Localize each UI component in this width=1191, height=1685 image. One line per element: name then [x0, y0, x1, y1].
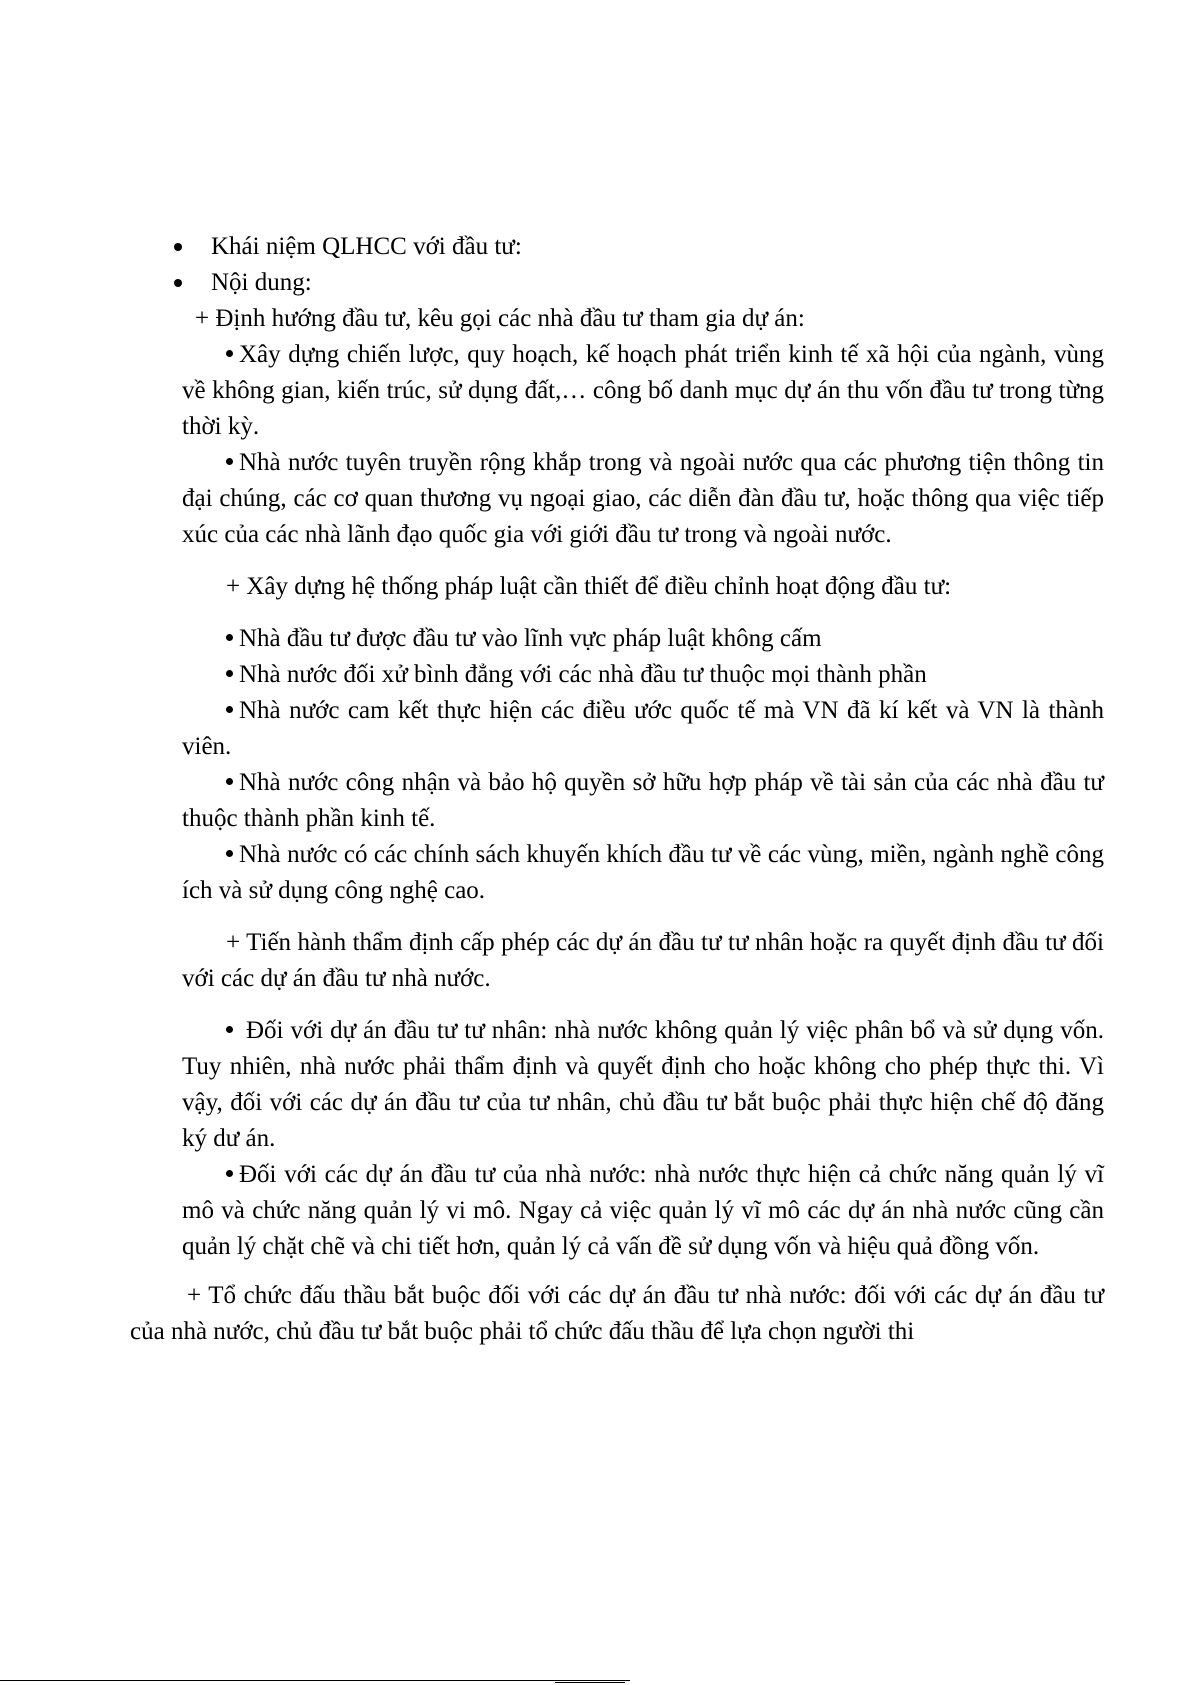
bullet-text: Khái niệm QLHCC với đầu tư:	[211, 233, 522, 260]
spacer	[138, 553, 1104, 569]
section2-item: Nhà nước công nhận và bảo hộ quyền sở hữu hợp pháp về tài sản của các nhà đầu tư thuộc thành phần kinh tế.	[182, 769, 1104, 832]
bullet-icon	[226, 670, 233, 677]
bullet-text: Nội dung:	[211, 269, 312, 296]
bullet-icon	[226, 458, 233, 465]
spacer	[138, 909, 1104, 925]
section1-item: Xây dựng chiến lược, quy hoạch, kế hoạch phát triển kinh tế xã hội của ngành, vùng về không gian, kiến trúc, sử dụng đất,… công bố danh mục dự án thu vốn đầu tư trong từng thời kỳ.	[182, 341, 1104, 440]
footer-rule	[555, 1682, 625, 1683]
bullet-icon	[226, 1026, 233, 1033]
footer-rule	[0, 1680, 630, 1681]
section2-item: Nhà nước cam kết thực hiện các điều ước quốc tế mà VN đã kí kết và VN là thành viên.	[182, 697, 1104, 760]
document-body	[130, 229, 1104, 1350]
section2-item: Nhà nước đối xử bình đẳng với các nhà đầu tư thuộc mọi thành phần	[182, 657, 1104, 693]
bullet-icon	[226, 706, 233, 713]
bullet-icon	[226, 850, 233, 857]
section2-item: Nhà đầu tư được đầu tư vào lĩnh vực pháp luật không cấm	[182, 621, 1104, 657]
bullet-icon	[226, 1170, 233, 1177]
spacer	[138, 605, 1104, 621]
section3-item: Đối với các dự án đầu tư của nhà nước: nhà nước thực hiện cả chức năng quản lý vĩ mô và chức năng quản lý vi mô. Ngay cả việc quản lý vĩ mô các dự án nhà nước cũng cần quản lý chặt chẽ và chi tiết hơn, quản lý cả vấn đề sử dụng vốn và hiệu quả đồng vốn.	[182, 1161, 1104, 1260]
section2-item: Nhà nước có các chính sách khuyến khích đầu tư về các vùng, miền, ngành nghề công ích và sử dụng công nghệ cao.	[182, 841, 1104, 904]
bullet-icon	[226, 350, 233, 357]
section3-item: Đối với dự án đầu tư tư nhân: nhà nước không quản lý việc phân bổ và sử dụng vốn. Tuy nhiên, nhà nước phải thẩm định và quyết định cho hoặc không cho phép thực thi. Vì vậy, đối với các dự án đầu tư của tư nhân, chủ đầu tư bắt buộc phải thực hiện chế độ đăng ký dư án.	[182, 1017, 1104, 1152]
section1-heading: + Định hướng đầu tư, kêu gọi các nhà đầu tư tham gia dự án:	[195, 305, 805, 332]
section1-item: Nhà nước tuyên truyền rộng khắp trong và ngoài nước qua các phương tiện thông tin đại chúng, các cơ quan thương vụ ngoại giao, các diễn đàn đầu tư, hoặc thông qua việc tiếp xúc của các nhà lãnh đạo quốc gia với giới đầu tư trong và ngoài nước.	[182, 449, 1104, 548]
bullet-icon	[226, 778, 233, 785]
section3-heading: + Tiến hành thẩm định cấp phép các dự án đầu tư tư nhân hoặc ra quyết định đầu tư đối với các dự án đầu tư nhà nước.	[182, 929, 1104, 992]
bullet-concept	[138, 229, 1104, 265]
section2-heading: + Xây dựng hệ thống pháp luật cần thiết để điều chỉnh hoạt động đầu tư:	[226, 573, 952, 600]
bullet-icon	[226, 634, 233, 641]
bullet-content	[138, 265, 1104, 301]
section4-text: + Tổ chức đấu thầu bắt buộc đối với các dự án đầu tư nhà nước: đối với các dự án đầu tư của nhà nước, chủ đầu tư bắt buộc phải tổ chức đấu thầu để lựa chọn người thi	[130, 1282, 1104, 1345]
spacer	[138, 1265, 1104, 1278]
bullet-icon	[174, 243, 182, 251]
bullet-icon	[174, 279, 182, 287]
spacer	[138, 997, 1104, 1013]
